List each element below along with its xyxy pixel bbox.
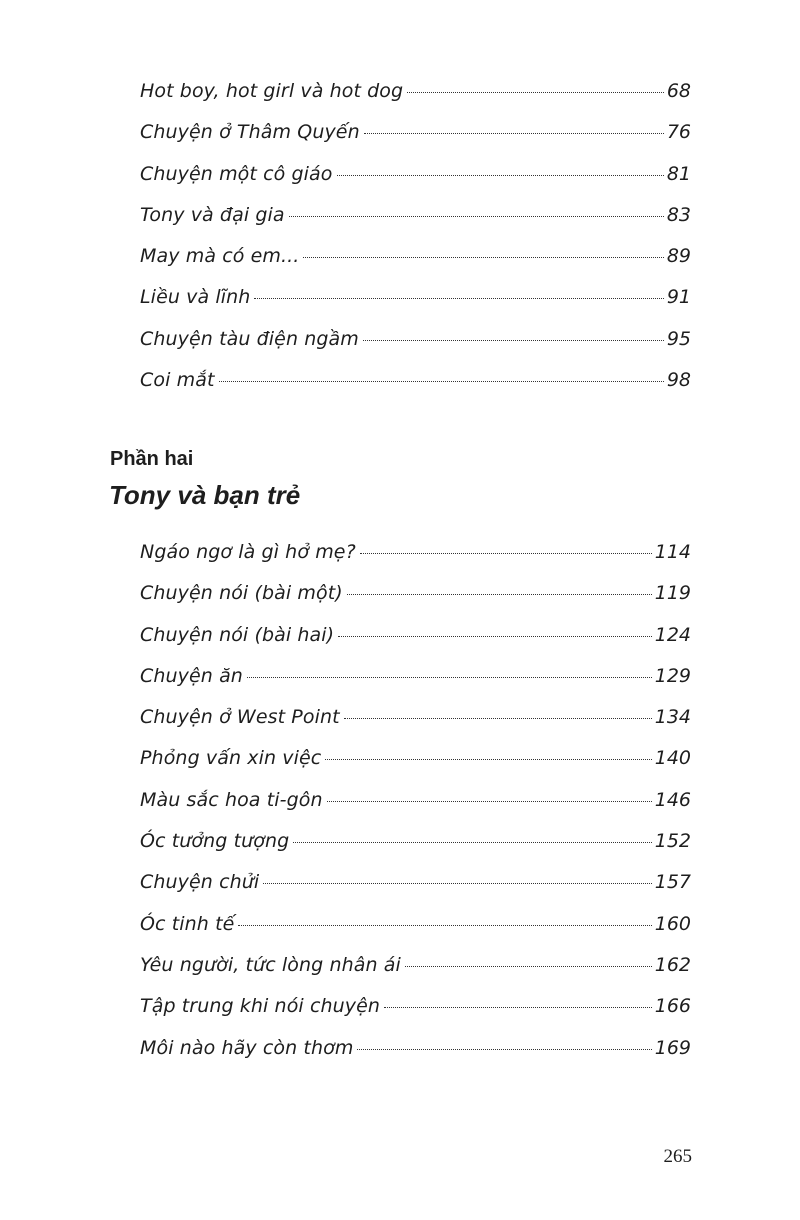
- dot-leader: [219, 381, 664, 382]
- toc-entry-title: May mà có em...: [140, 245, 300, 268]
- toc-entry-page: 169: [654, 1036, 691, 1059]
- dot-leader: [407, 92, 664, 93]
- toc-entry[interactable]: [140, 121, 691, 162]
- dot-leader: [360, 553, 652, 554]
- toc-entry-title: Phỏng vấn xin việc: [140, 747, 322, 770]
- dot-leader: [338, 636, 652, 637]
- toc-entry-title: Chuyện nói (bài hai): [140, 623, 335, 646]
- toc-entry-page: 95: [666, 327, 691, 350]
- toc-list-part-two: [140, 541, 691, 1078]
- toc-entry-title: Hot boy, hot girl và hot dog: [140, 80, 404, 102]
- toc-entry-title: Chuyện nói (bài một): [140, 582, 343, 605]
- dot-leader: [384, 1007, 652, 1008]
- toc-entry[interactable]: [140, 163, 691, 204]
- part-label: Phần hai: [110, 448, 194, 470]
- dot-leader: [303, 257, 663, 258]
- part-title: Tony và bạn trẻ: [109, 480, 301, 510]
- toc-entry-title: Óc tinh tế: [140, 912, 235, 935]
- dot-leader: [337, 175, 664, 176]
- toc-entry-page: 81: [666, 162, 691, 185]
- toc-entry-title: Chuyện một cô giáo: [140, 162, 333, 185]
- dot-leader: [263, 883, 651, 884]
- toc-entry-page: 98: [666, 369, 691, 392]
- dot-leader: [363, 340, 664, 341]
- toc-entry[interactable]: [140, 624, 691, 665]
- toc-entry-page: 160: [654, 912, 691, 935]
- dot-leader: [238, 925, 651, 926]
- toc-entry-title: Ngáo ngơ là gì hở mẹ?: [140, 541, 356, 563]
- toc-entry-page: 68: [666, 80, 691, 102]
- toc-entry[interactable]: [140, 80, 691, 121]
- dot-leader: [289, 216, 664, 217]
- dot-leader: [347, 594, 652, 595]
- page-number: 265: [663, 1146, 692, 1167]
- toc-entry[interactable]: [140, 995, 691, 1036]
- toc-entry[interactable]: [140, 830, 691, 871]
- toc-entry-title: Chuyện ở West Point: [140, 706, 340, 729]
- dot-leader: [247, 677, 652, 678]
- toc-entry-page: 129: [654, 664, 691, 687]
- toc-entry-title: Coi mắt: [140, 369, 215, 392]
- toc-entry-page: 91: [666, 286, 691, 309]
- dot-leader: [364, 133, 664, 134]
- dot-leader: [344, 718, 652, 719]
- toc-entry-title: Óc tưởng tượng: [140, 830, 290, 853]
- dot-leader: [357, 1049, 651, 1050]
- dot-leader: [405, 966, 652, 967]
- toc-entry-page: 140: [654, 747, 691, 770]
- toc-entry[interactable]: [140, 286, 691, 327]
- dot-leader: [327, 801, 652, 802]
- toc-entry[interactable]: [140, 706, 691, 747]
- toc-entry-page: 83: [666, 203, 691, 226]
- toc-entry-title: Tập trung khi nói chuyện: [140, 995, 381, 1018]
- toc-entry[interactable]: [140, 1037, 691, 1078]
- toc-entry[interactable]: [140, 245, 691, 286]
- toc-entry-page: 89: [666, 245, 691, 268]
- toc-entry[interactable]: [140, 665, 691, 706]
- dot-leader: [293, 842, 651, 843]
- toc-entry-page: 114: [654, 541, 691, 563]
- toc-entry-title: Môi nào hãy còn thơm: [140, 1036, 354, 1059]
- toc-entry-page: 119: [654, 582, 691, 605]
- toc-entry[interactable]: [140, 369, 691, 410]
- toc-entry[interactable]: [140, 789, 691, 830]
- toc-entry[interactable]: [140, 871, 691, 912]
- dot-leader: [254, 298, 663, 299]
- toc-entry-title: Chuyện ở Thâm Quyến: [140, 121, 360, 144]
- toc-entry[interactable]: [140, 541, 691, 582]
- toc-entry-page: 162: [654, 953, 691, 976]
- toc-entry-title: Chuyện tàu điện ngầm: [140, 327, 359, 350]
- toc-entry-title: Chuyện ăn: [140, 664, 243, 687]
- toc-entry[interactable]: [140, 747, 691, 788]
- toc-entry-page: 152: [654, 830, 691, 853]
- toc-entry-page: 157: [654, 871, 691, 894]
- toc-entry[interactable]: [140, 582, 691, 623]
- toc-entry[interactable]: [140, 328, 691, 369]
- toc-entry-page: 166: [654, 995, 691, 1018]
- toc-entry-title: Chuyện chửi: [140, 871, 260, 894]
- toc-entry-page: 134: [654, 706, 691, 729]
- toc-entry-page: 146: [654, 788, 691, 811]
- toc-entry-page: 76: [666, 121, 691, 144]
- toc-entry[interactable]: [140, 954, 691, 995]
- toc-entry-page: 124: [654, 623, 691, 646]
- toc-entry-title: Màu sắc hoa ti-gôn: [140, 788, 323, 811]
- toc-entry-title: Liều và lĩnh: [140, 286, 251, 309]
- toc-entry[interactable]: [140, 913, 691, 954]
- toc-entry-title: Yêu người, tức lòng nhân ái: [140, 953, 401, 976]
- toc-list-part-one: [140, 80, 691, 410]
- dot-leader: [325, 759, 651, 760]
- toc-entry-title: Tony và đại gia: [140, 203, 285, 226]
- toc-entry[interactable]: [140, 204, 691, 245]
